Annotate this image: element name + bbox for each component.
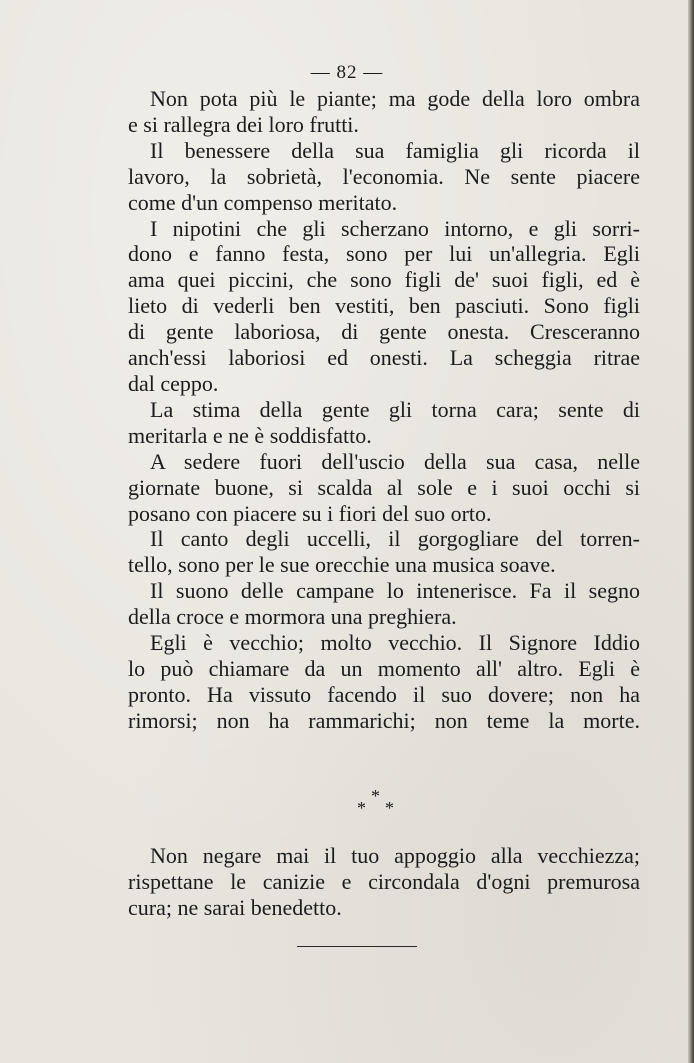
- text-line: La stima della gente gli torna cara; sente di: [150, 396, 640, 422]
- text-line: Il benessere della sua famiglia gli ricorda il: [150, 137, 640, 163]
- paragraph-2: [128, 138, 640, 216]
- text-line: Egli è vecchio; molto vecchio. Il Signore Iddio: [150, 630, 640, 656]
- text-line: rispettane le canizie e circondala d'ogni premurosa: [128, 869, 640, 894]
- text-line: Non pota più le piante; ma gode della loro ombra: [150, 86, 640, 111]
- text-line: meritarla e ne è soddisfatto.: [128, 422, 372, 448]
- text-line: cura; ne sarai benedetto.: [128, 895, 342, 920]
- text-line: dal ceppo.: [128, 370, 219, 396]
- text-line: rimorsi; non ha rammarichi; non teme la morte.: [128, 707, 640, 733]
- text-line: pronto. Ha vissuto facendo il suo dovere; non ha: [128, 681, 640, 707]
- text-line: I nipotini che gli scherzano intorno, e gli sorri-: [150, 215, 640, 241]
- text-line: tello, sono per le sue orecchie una musica soave.: [128, 552, 556, 578]
- text-line: Il canto degli uccelli, il gorgogliare del torren-: [150, 526, 640, 552]
- text-line: come d'un compenso meritato.: [128, 189, 398, 215]
- text-line: A sedere fuori dell'uscio della sua casa, nelle: [150, 448, 640, 474]
- page-edge-shadow: [688, 0, 694, 1063]
- paragraph-6: [128, 526, 640, 578]
- page-number: — 82 —: [310, 62, 384, 83]
- text-line: Il suono delle campane lo intenerisce. Fa il segno: [150, 578, 640, 604]
- paragraph-5: [128, 449, 640, 527]
- text-line: lavoro, la sobrietà, l'economia. Ne sente piacere: [128, 163, 640, 189]
- paragraph-1: [128, 86, 640, 138]
- text-line: posano con piacere su i fiori del suo orto.: [128, 500, 492, 526]
- closing-rule: [297, 946, 417, 947]
- text-line: dono e fanno festa, sono per lui un'allegria. Egli: [128, 241, 640, 267]
- text-line: anch'essi laboriosi ed onesti. La scheggia ritrae: [128, 345, 640, 371]
- paragraph-4: [128, 397, 640, 449]
- text-line: lieto di vederli ben vestiti, ben pasciuti. Sono figli: [128, 293, 640, 319]
- closing-maxim: [128, 843, 640, 921]
- paragraph-8: [128, 630, 640, 734]
- text-line: e si rallegra dei loro frutti.: [128, 111, 359, 137]
- section-asterism: [340, 786, 394, 820]
- asterisk-glyph: *: [385, 798, 394, 818]
- text-line: della croce e mormora una preghiera.: [128, 604, 457, 630]
- paragraph-7: [128, 578, 640, 630]
- paragraph-3: [128, 216, 640, 397]
- text-line: giornate buone, si scalda al sole e i suoi occhi si: [128, 474, 640, 500]
- asterisk-glyph: *: [371, 786, 380, 806]
- text-line: lo può chiamare da un momento all' altro. Egli è: [128, 655, 640, 681]
- text-line: di gente laboriosa, di gente onesta. Cresceranno: [128, 319, 640, 345]
- asterisk-glyph: *: [357, 798, 366, 818]
- body-text: [128, 86, 640, 734]
- text-line: Non negare mai il tuo appoggio alla vecchiezza;: [150, 843, 640, 868]
- text-line: ama quei piccini, che sono figli de' suoi figli, ed è: [128, 267, 640, 293]
